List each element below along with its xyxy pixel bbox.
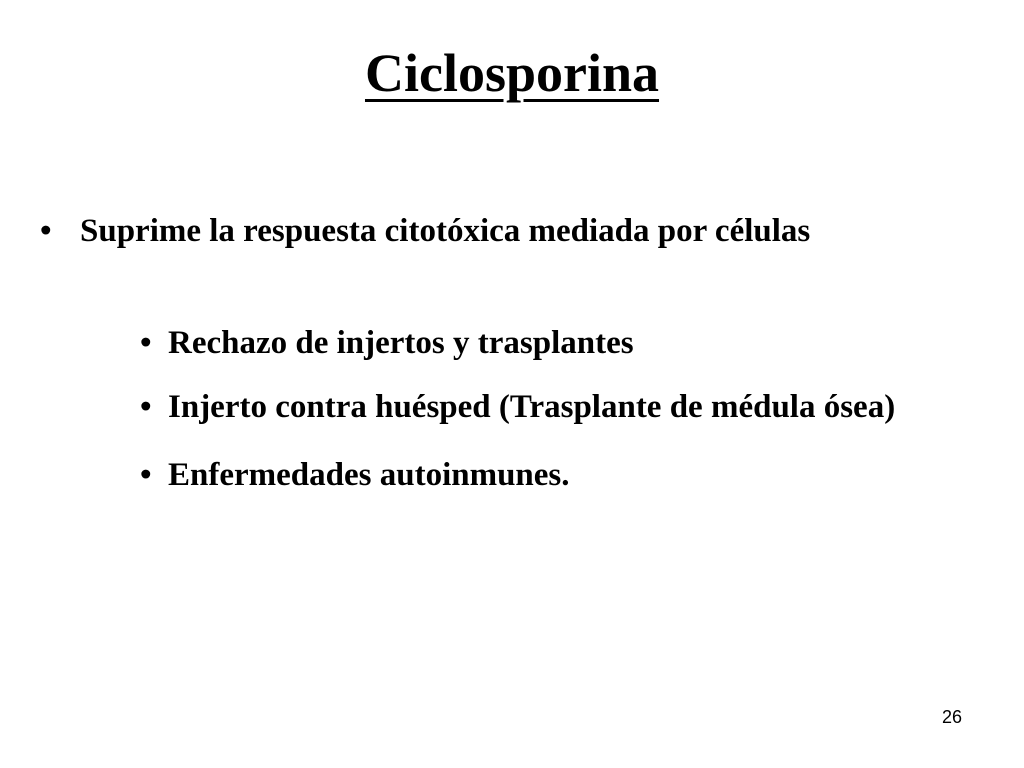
page-number: 26 [941,707,962,727]
sub-bullet-item [140,322,980,364]
sub-bullet-list [140,322,980,496]
bullet-dot-icon: • [140,457,152,493]
sub-bullet-text: Rechazo de injertos y trasplantes [168,325,634,361]
main-bullet-text: Suprime la respuesta citotóxica mediada por células [80,213,811,249]
bullet-dot-icon: • [140,325,152,361]
slide-title [0,36,1024,110]
main-bullet [40,208,1000,254]
bullet-dot-icon: • [40,213,52,249]
sub-bullet-text: Enfermedades autoinmunes. [168,457,570,493]
sub-bullet-item [140,386,980,428]
sub-bullet-text: Injerto contra huésped (Trasplante de médula ósea) [168,389,896,425]
sub-bullet-item [140,454,980,496]
bullet-dot-icon: • [140,389,152,425]
slide-title-text: Ciclosporina [364,43,660,103]
